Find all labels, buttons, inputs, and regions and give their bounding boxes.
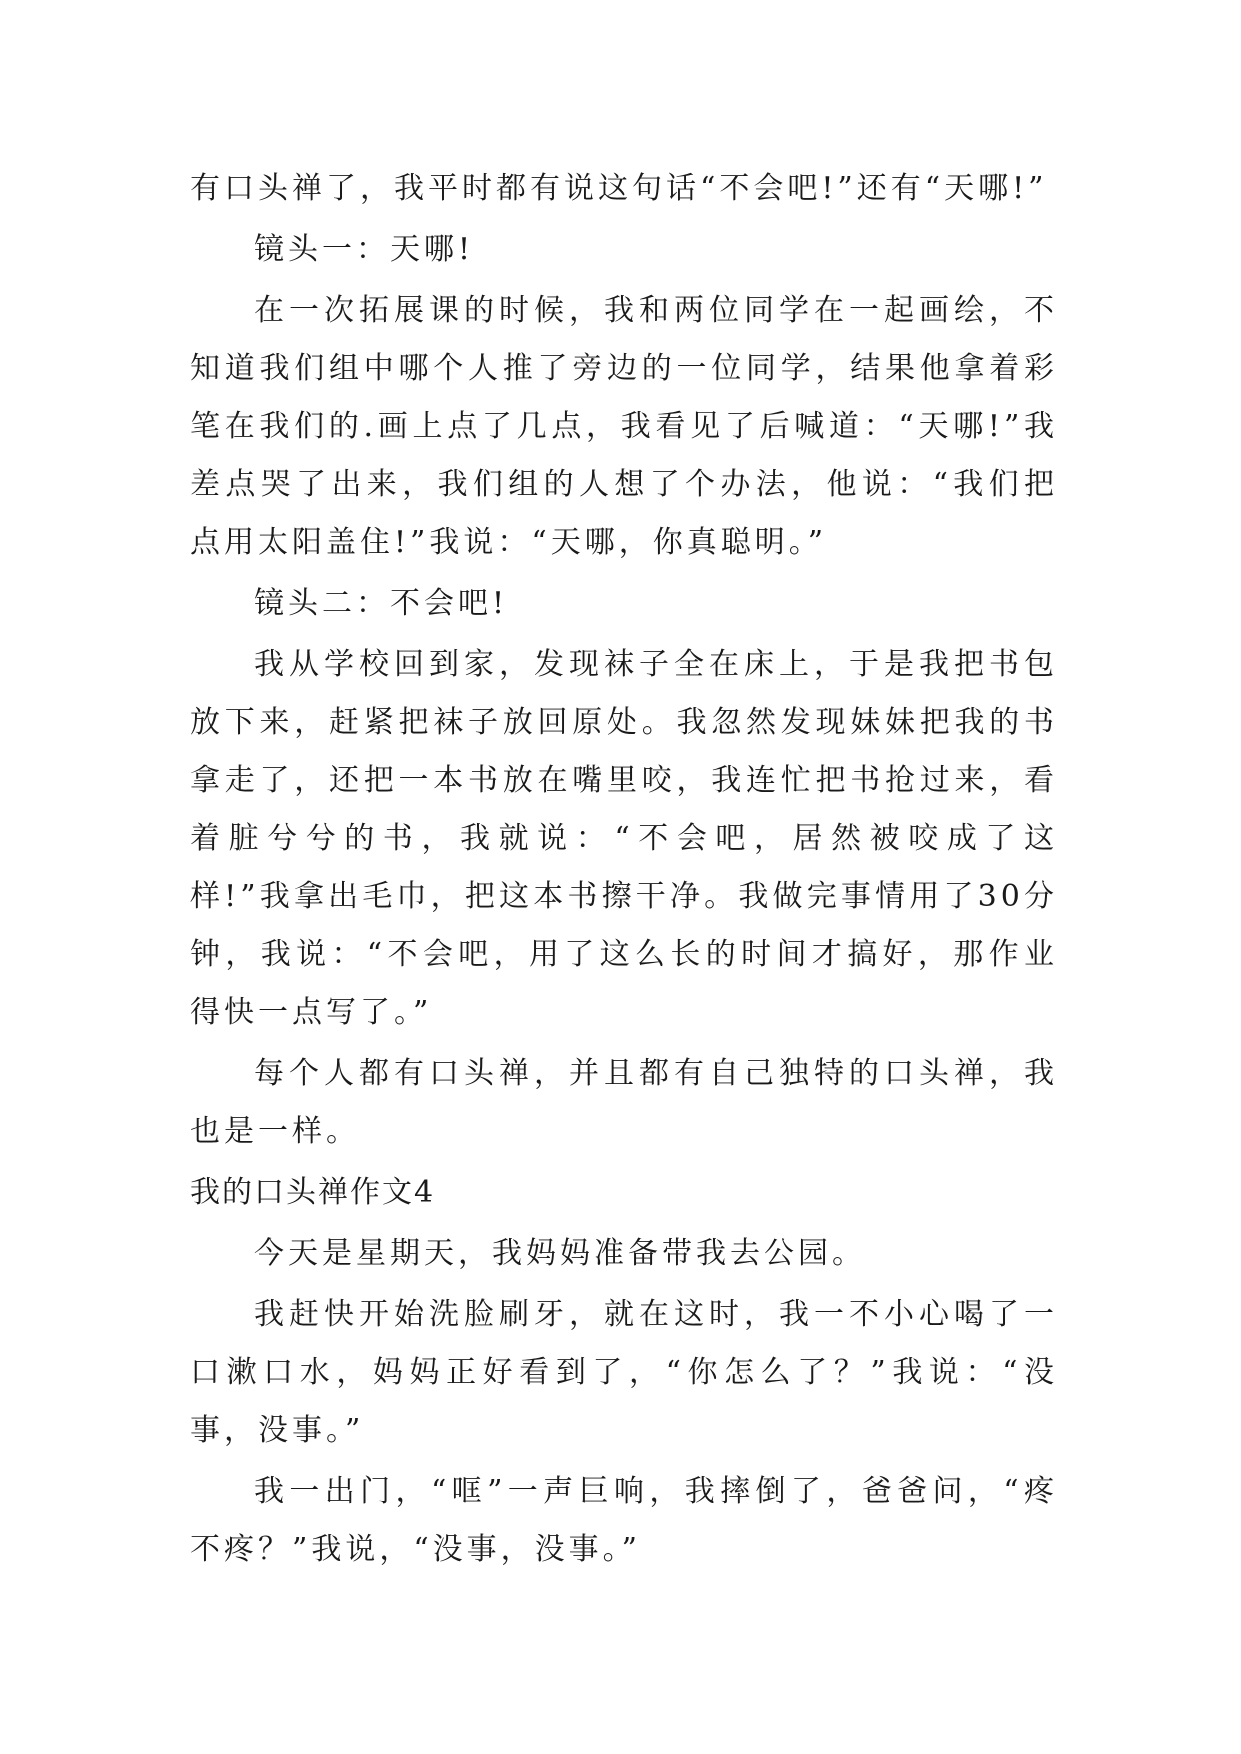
paragraph-continuation: 有口头禅了，我平时都有说这句话“不会吧!”还有“天哪!” bbox=[190, 171, 1048, 206]
section-heading-shot-two: 镜头二：不会吧! bbox=[254, 586, 509, 621]
paragraph-fall: 我一出门，“哐”一声巨响，我摔倒了，爸爸问，“疼不疼？”我说，“没事，没事。” bbox=[190, 1474, 1058, 1567]
paragraph-mouthwash: 我赶快开始洗脸刷牙，就在这时，我一不小心喝了一口漱口水，妈妈正好看到了，“你怎么了？”我说：“没事，没事。” bbox=[190, 1297, 1058, 1448]
paragraph-shot-two: 我从学校回到家，发现袜子全在床上，于是我把书包放下来，赶紧把袜子放回原处。我忽然发现妹妹把我的书拿走了，还把一本书放在嘴里咬，我连忙把书抢过来，看着脏兮兮的书，我就说：“不会吧，居然被咬成了这样!”我拿出毛巾，把这本书擦干净。我做完事情用了30分钟，我说：“不会吧，用了这么长的时间才搞好，那作业得快一点写了。” bbox=[190, 647, 1058, 1030]
paragraph-shot-one: 在一次拓展课的时候，我和两位同学在一起画绘，不知道我们组中哪个人推了旁边的一位同学，结果他拿着彩笔在我们的.画上点了几点，我看见了后喊道：“天哪!”我差点哭了出来，我们组的人想了个办法，他说：“我们把点用太阳盖住!”我说：“天哪，你真聪明。” bbox=[190, 293, 1058, 560]
document-body bbox=[190, 160, 1058, 1582]
paragraph-conclusion: 每个人都有口头禅，并且都有自己独特的口头禅，我也是一样。 bbox=[190, 1056, 1058, 1149]
paragraph-intro: 今天是星期天，我妈妈准备带我去公园。 bbox=[254, 1236, 866, 1271]
section-heading-shot-one: 镜头一：天哪! bbox=[254, 232, 475, 267]
essay-title: 我的口头禅作文4 bbox=[190, 1175, 436, 1210]
